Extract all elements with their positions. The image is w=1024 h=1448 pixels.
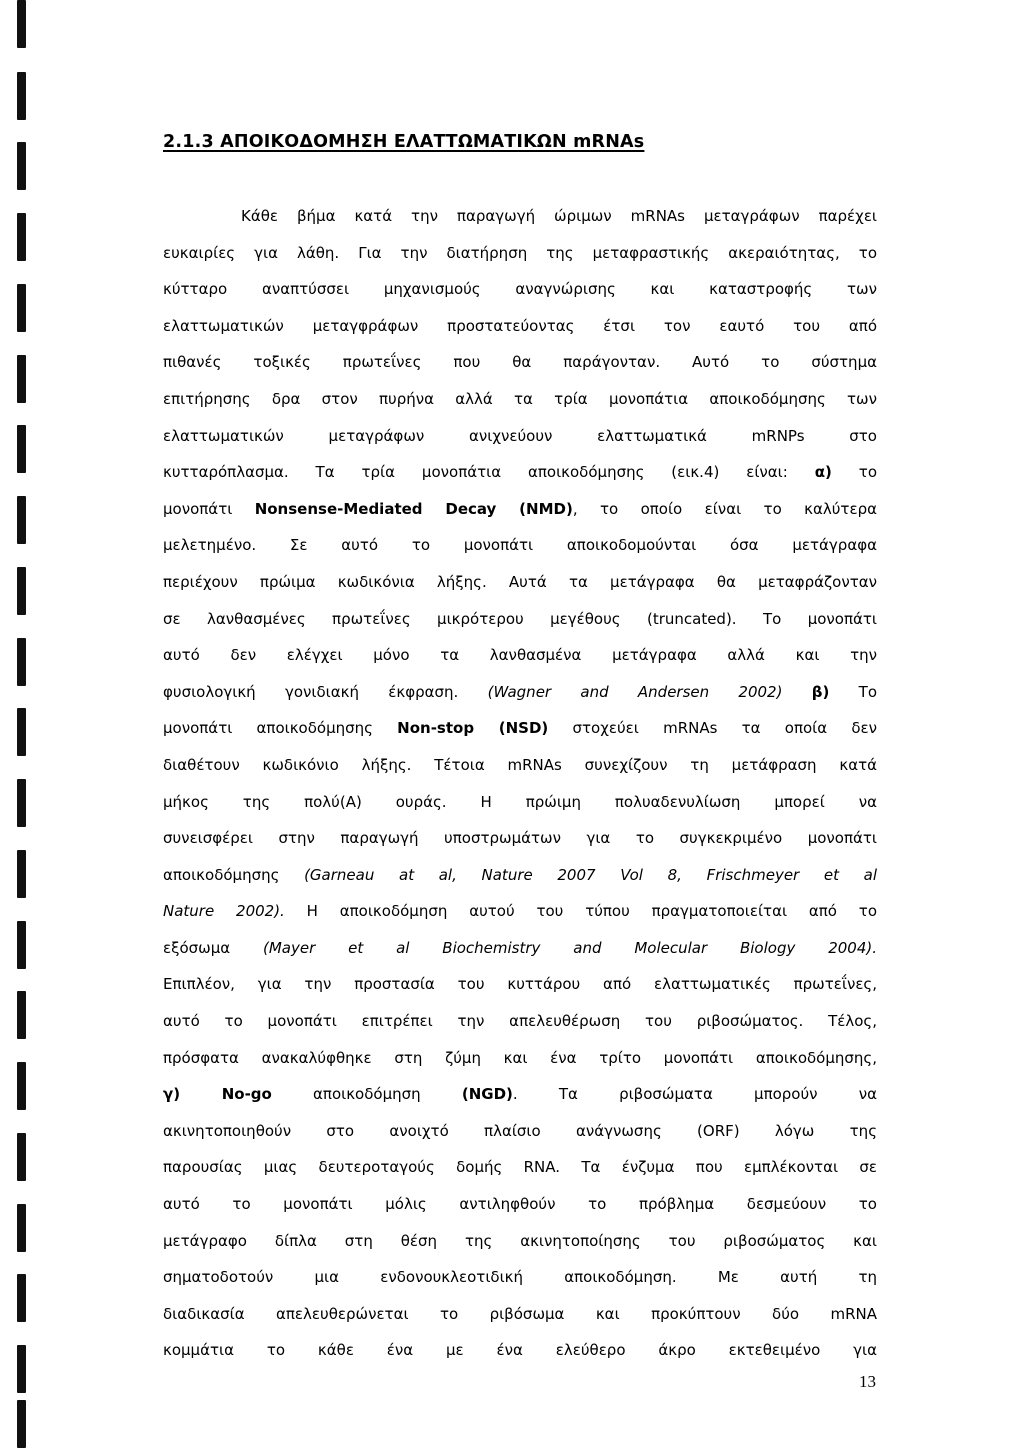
text-run: Το (829, 682, 877, 701)
citation: Nature 2002). (163, 902, 285, 921)
text-run: μήκος της πολύ(Α) ουράς. Η πρώιμη πολυαδενυλίωση μπορεί να (163, 792, 877, 811)
text-run: αυτό το μονοπάτι επιτρέπει την απελευθέρωση του ριβοσώματος. Τέλος, (163, 1012, 877, 1031)
text-run: ελαττωματικών μεταγράφων ανιχνεύουν ελαττωματικά mRNPs στο (163, 426, 877, 445)
text-line (163, 454, 877, 491)
text-run: εξόσωμα (163, 938, 263, 957)
text-line (163, 381, 877, 418)
text-run: κύτταρο αναπτύσσει μηχανισμούς αναγνώρισης και καταστροφής των (163, 280, 877, 299)
text-line (163, 637, 877, 674)
binding-hole-mark (17, 213, 26, 261)
text-run: περιέχουν πρώιμα κωδικόνια λήξης. Αυτά τα μετάγραφα θα μεταφράζονταν (163, 572, 877, 591)
text-line (163, 308, 877, 345)
text-line (163, 1113, 877, 1150)
binding-strip (0, 0, 38, 1448)
text-run: μονοπάτι (163, 499, 255, 518)
text-run: αποικοδόμησης (163, 865, 305, 884)
text-line (163, 271, 877, 308)
binding-hole-mark (17, 567, 26, 615)
text-line (163, 966, 877, 1003)
binding-hole-mark (17, 1062, 26, 1110)
text-line (163, 527, 877, 564)
text-run: Κάθε βήμα κατά την παραγωγή ώριμων mRNAs μεταγράφων παρέχει (241, 207, 877, 225)
binding-hole-mark (17, 921, 26, 969)
binding-hole-mark (17, 991, 26, 1039)
text-line (163, 784, 877, 821)
text-run: ευκαιρίες για λάθη. Για την διατήρηση της μεταφραστικής ακεραιότητας, το (163, 243, 877, 262)
text-run: διαθέτουν κωδικόνιο λήξης. Τέτοια mRNAs συνεχίζουν τη μετάφραση κατά (163, 755, 877, 774)
text-run: ελαττωματικών μεταγφράφων προστατεύοντας έτσι τον εαυτό του από (163, 316, 877, 335)
text-line (163, 564, 877, 601)
binding-hole-mark (17, 1133, 26, 1181)
bold-term: β) (811, 682, 830, 701)
text-line (163, 1186, 877, 1223)
text-run: φυσιολογική γονιδιακή έκφραση. (163, 682, 488, 701)
text-line (163, 747, 877, 784)
text-line (163, 418, 877, 455)
binding-hole-mark (17, 1204, 26, 1252)
text-run: ακινητοποιηθούν στο ανοιχτό πλαίσιο ανάγνωσης (ORF) λόγω της (163, 1121, 877, 1140)
binding-hole-mark (17, 0, 26, 48)
text-line (163, 893, 877, 930)
text-run: πρόσφατα ανακαλύφθηκε στη ζύμη και ένα τρίτο μονοπάτι αποικοδόμησης, (163, 1048, 877, 1067)
text-line (163, 1040, 877, 1077)
text-run: επιτήρησης δρα στον πυρήνα αλλά τα τρία μονοπάτια αποικοδόμησης των (163, 389, 877, 408)
binding-hole-mark (17, 1345, 26, 1393)
text-run: το (831, 463, 877, 482)
text-line (163, 601, 877, 638)
text-run: κυτταρόπλασμα. Τα τρία μονοπάτια αποικοδόμησης (εικ.4) είναι: (163, 463, 815, 482)
text-line (163, 1332, 877, 1369)
text-run: διαδικασία απελευθερώνεται το ριβόσωμα και προκύπτουν δύο mRNA (163, 1304, 877, 1323)
text-run: Επιπλέον, για την προστασία του κυττάρου από ελαττωματικές πρωτεΐνες, (163, 975, 877, 994)
text-run: πιθανές τοξικές πρωτεΐνες που θα παράγονταν. Αυτό το σύστημα (163, 353, 877, 372)
binding-hole-mark (17, 284, 26, 332)
binding-hole-mark (17, 1400, 26, 1448)
section-title: 2.1.3 ΑΠΟΙΚΟΔΟΜΗΣΗ ΕΛΑΤΤΩΜΑΤΙΚΩΝ mRNAs (163, 132, 645, 152)
text-run: παρουσίας μιας δευτεροταγούς δομής RNA. Τα ένζυμα που εμπλέκονται σε (163, 1158, 877, 1177)
page-number: 13 (859, 1372, 876, 1391)
binding-hole-mark (17, 1274, 26, 1322)
text-run: σηματοδοτούν μια ενδονουκλεοτιδική αποικοδόμηση. Με αυτή τη (163, 1268, 877, 1287)
text-line (163, 1296, 877, 1333)
text-line (163, 1003, 877, 1040)
text-line (163, 344, 877, 381)
text-line (163, 710, 877, 747)
text-line (163, 198, 877, 235)
binding-hole-mark (17, 779, 26, 827)
text-line (163, 491, 877, 528)
binding-hole-mark (17, 72, 26, 120)
bold-term: γ) No-go (163, 1085, 272, 1104)
citation: (Wagner and Andersen 2002) (487, 682, 783, 701)
binding-hole-mark (17, 425, 26, 473)
citation: (Mayer et al Biochemistry and Molecular Biology 2004). (263, 938, 877, 957)
bold-term: Nonsense-Mediated Decay (NMD) (254, 499, 573, 518)
text-run: μετάγραφο δίπλα στη θέση της ακινητοποίησης του ριβοσώματος και (163, 1231, 877, 1250)
bold-term: α) (814, 463, 832, 482)
bold-term: (NGD) (461, 1085, 513, 1104)
text-run: Η αποικοδόμηση αυτού του τύπου πραγματοποιείται από το (284, 902, 877, 921)
binding-hole-mark (17, 850, 26, 898)
text-run: αποικοδόμηση (271, 1085, 462, 1104)
text-run: μονοπάτι αποικοδόμησης (163, 719, 398, 738)
text-line (163, 1149, 877, 1186)
text-run: , το οποίο είναι το καλύτερα (572, 499, 877, 518)
text-run: μελετημένο. Σε αυτό το μονοπάτι αποικοδομούνται όσα μετάγραφα (163, 536, 877, 555)
text-run: στοχεύει mRNAs τα οποία δεν (548, 719, 878, 738)
text-run: αυτό δεν ελέγχει μόνο τα λανθασμένα μετάγραφα αλλά και την (163, 646, 877, 665)
text-run: σε λανθασμένες πρωτεΐνες μικρότερου μεγέθους (truncated). Το μονοπάτι (163, 609, 877, 628)
text-run: αυτό το μονοπάτι μόλις αντιληφθούν το πρόβλημα δεσμεύουν το (163, 1195, 877, 1214)
binding-hole-mark (17, 496, 26, 544)
text-line (163, 235, 877, 272)
text-run: . Τα ριβοσώματα μπορούν να (512, 1085, 877, 1104)
text-line (163, 1076, 877, 1113)
citation: (Garneau at al, Nature 2007 Vol 8, Frischmeyer et al (304, 865, 877, 884)
binding-hole-mark (17, 638, 26, 686)
text-line (163, 857, 877, 894)
text-line (163, 930, 877, 967)
text-line (163, 1223, 877, 1260)
text-run: συνεισφέρει στην παραγωγή υποστρωμάτων για το συγκεκριμένο μονοπάτι (163, 829, 877, 848)
binding-hole-mark (17, 355, 26, 403)
text-line (163, 674, 877, 711)
binding-hole-mark (17, 142, 26, 190)
text-run: κομμάτια το κάθε ένα με ένα ελεύθερο άκρο εκτεθειμένο για (163, 1341, 877, 1360)
text-line (163, 820, 877, 857)
binding-hole-mark (17, 708, 26, 756)
body-paragraph (163, 198, 877, 1369)
bold-term: Non-stop (NSD) (397, 719, 549, 738)
text-line (163, 1259, 877, 1296)
text-run (782, 683, 811, 701)
